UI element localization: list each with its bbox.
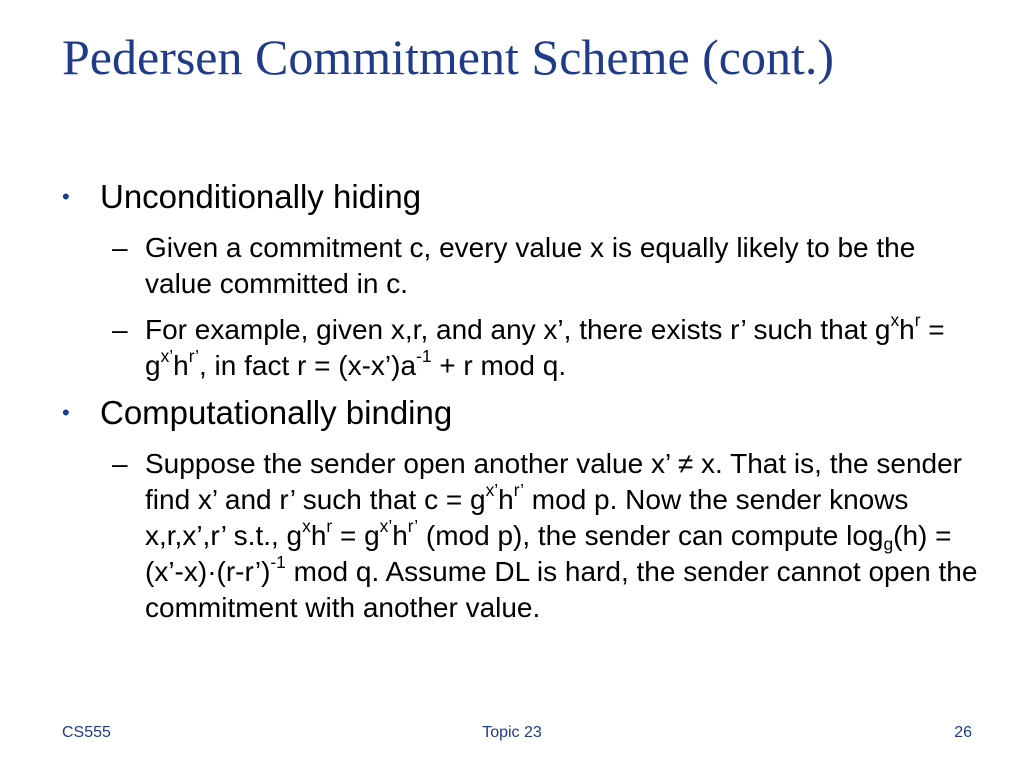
footer-topic: Topic 23 [482, 724, 542, 741]
footer-page-number: 26 [954, 724, 972, 741]
bullet-computationally-binding [62, 394, 452, 432]
dash-marker: – [112, 232, 128, 263]
sub-bullet-text: For example, given x,r, and any x’, there exists r’ such that $g^xh^r = g^{x’}h^{r’}$, in fact $r = (x-x’)a^{-1} + r$ mod q. [145, 309, 945, 381]
sub-bullet-hiding-example [112, 309, 982, 384]
bullet-unconditionally-hiding [62, 178, 421, 216]
dash-marker: – [112, 448, 128, 479]
bullet-marker: • [62, 184, 70, 209]
sub-bullet-text: Given a commitment c, every value x is equally likely to be the value committed in c. [145, 232, 916, 299]
dash-marker: – [112, 314, 128, 345]
bullet-heading: Unconditionally hiding [100, 178, 422, 215]
footer-course: CS555 [62, 724, 111, 741]
bullet-marker: • [62, 400, 70, 425]
sub-bullet-text: Suppose the sender open another value x’ ≠ x. That is, the sender find x’ and r’ such that $c = g^{x’}h^{r’}$ mod p. Now the sender knows x,r,x’,r’ s.t., $g^xh^r = g^{x’}h^{r’}$ (mod p), the sender can compute $\log_g(h)$ = (x’-x)·(r-r’)$^{-1}$ mod q. Assume DL is hard, the sender cannot open the commitment with another value. [145, 448, 978, 623]
slide-title: Pedersen Commitment Scheme (cont.) [62, 29, 835, 85]
sub-bullet-hiding-definition [112, 230, 982, 302]
bullet-heading: Computationally binding [100, 394, 453, 431]
sub-bullet-binding-explanation [112, 446, 982, 626]
